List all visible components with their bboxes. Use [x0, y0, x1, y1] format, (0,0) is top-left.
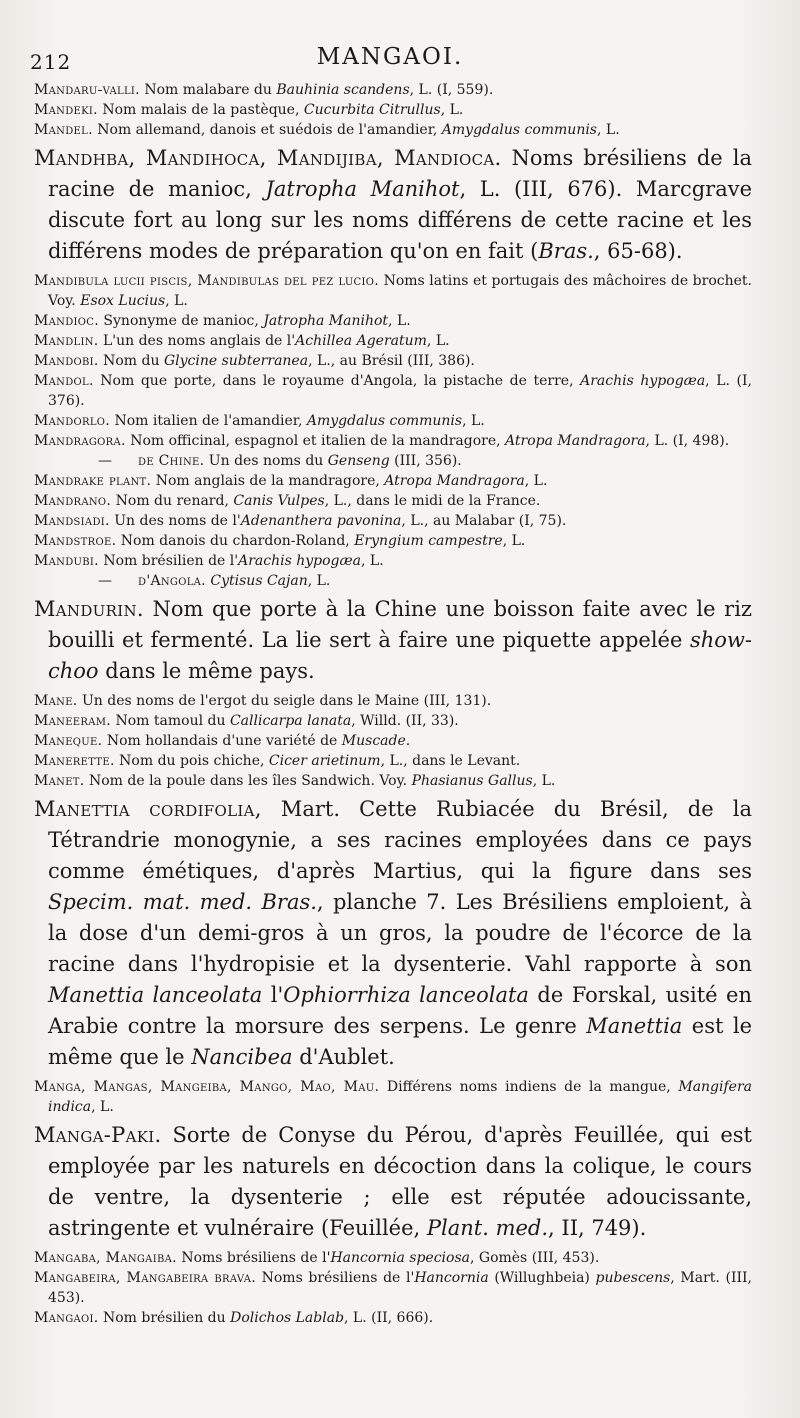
entry-text: Différens noms indiens de la mangue, — [379, 1079, 679, 1095]
entry-dash: — — [98, 453, 112, 469]
entry-text: Noms brésiliens de l' — [176, 1250, 331, 1266]
entry-headword: d'Angola. — [138, 573, 206, 589]
entry-text: , 65-68). — [593, 239, 683, 263]
entry-text: Nom allemand, danois et suédois de l'amandier, — [92, 122, 442, 138]
entry-text: , Mart. (III, 453). — [48, 1270, 752, 1306]
entry-text: . — [405, 733, 411, 749]
entry-italic: Glycine subterranea — [163, 353, 309, 369]
entry-text: Nom que porte à la Chine une boisson faite avec le riz bouilli et fermenté. La lie sert à faire une piquette appelée — [48, 597, 752, 652]
dictionary-entry — [34, 731, 752, 751]
entry-italic: Atropa Mandragora — [505, 433, 646, 449]
entry-italic: Manettia — [586, 1014, 683, 1038]
entry-text: dans le même pays. — [98, 659, 315, 683]
page-number: 212 — [30, 50, 72, 74]
entry-italic: Muscade — [341, 733, 406, 749]
dictionary-entry — [34, 751, 752, 771]
dictionary-entry — [34, 1268, 752, 1308]
entry-text: , L., dans le midi de la France. — [324, 493, 541, 509]
entry-text: de Forskal, usité en Arabie contre la morsure des serpens. Le genre — [48, 983, 752, 1038]
entry-text: Nom du pois chiche, — [114, 753, 269, 769]
entry-text: d'Aublet. — [292, 1045, 395, 1069]
entry-text: , L. — [502, 533, 526, 549]
dictionary-entries — [34, 80, 752, 1328]
dictionary-entry — [34, 1077, 752, 1117]
dictionary-entry — [34, 794, 752, 1073]
entry-text: Nom italien de l'amandier, — [110, 413, 307, 429]
entry-headword: Mandibula lucii piscis, Mandibulas del pez lucio. — [34, 273, 380, 289]
entry-headword: Mandragora. — [34, 433, 126, 449]
dictionary-entry — [34, 1120, 752, 1244]
entry-headword: Mandhba, Mandihoca, Mandijiba, Mandioca. — [34, 146, 502, 170]
entry-italic: pubescens — [595, 1270, 671, 1286]
entry-text: Nom brésilien du — [98, 1310, 231, 1326]
entry-text: , L. — [91, 1099, 114, 1115]
entry-dash: — — [98, 573, 112, 589]
dictionary-entry — [34, 411, 752, 431]
entry-text: Nom malabare du — [139, 82, 277, 98]
entry-italic: Callicarpa lanata — [229, 713, 352, 729]
entry-text: L'un des noms anglais de l' — [98, 333, 296, 349]
entry-headword: Manettia cordifolia, — [34, 797, 262, 821]
entry-headword: Mangabeira, Mangabeira brava. — [34, 1270, 256, 1286]
entry-text: Un des noms de l' — [109, 513, 241, 529]
entry-text: Un des noms du — [204, 453, 328, 469]
entry-text: Nom officinal, espagnol et italien de la mandragore, — [125, 433, 506, 449]
entry-text: , L. (II, 666). — [344, 1310, 434, 1326]
entry-headword: Mandstroe. — [34, 533, 117, 549]
dictionary-entry — [34, 771, 752, 791]
entry-text: , L. — [165, 293, 188, 309]
entry-text: Nom du renard, — [111, 493, 234, 509]
entry-text: , L. — [426, 333, 450, 349]
entry-text: Nom brésilien de l' — [98, 553, 239, 569]
dictionary-entry — [34, 271, 752, 311]
dictionary-entry — [34, 531, 752, 551]
entry-italic: Bras. — [538, 239, 594, 263]
entry-text: Un des noms de l'ergot du seigle dans le Maine (III, 131). — [77, 693, 492, 709]
entry-headword: Mandsiadi. — [34, 513, 110, 529]
entry-text: , L. — [361, 553, 384, 569]
entry-text: , L., au Malabar (I, 75). — [401, 513, 567, 529]
dictionary-entry — [34, 143, 752, 267]
entry-text: Nom hollandais d'une variété de — [102, 733, 342, 749]
dictionary-entry — [34, 1248, 752, 1268]
entry-headword: Manga, Mangas, Mangeiba, Mango, Mao, Mau. — [34, 1079, 380, 1095]
entry-text: , II, 749). — [548, 1216, 647, 1240]
entry-text: , L. (III, 676). Marcgrave discute fort au long sur les noms différens de cette racine et les différens modes de préparation qu'on en fait ( — [48, 177, 753, 263]
entry-headword: Mandurin. — [34, 597, 144, 621]
entry-text: est le même que le — [48, 1014, 752, 1069]
dictionary-entry — [34, 80, 752, 100]
entry-headword: Mane. — [34, 693, 78, 709]
entry-italic: Bauhinia scandens — [276, 82, 410, 98]
entry-headword: Mandobi. — [34, 353, 99, 369]
entry-italic: Amygdalus communis — [306, 413, 463, 429]
entry-text: Nom du — [98, 353, 164, 369]
entry-italic: Cucurbita Citrullus — [303, 102, 441, 118]
entry-text: , L. — [532, 773, 556, 789]
entry-text: Noms latins et portugais des mâchoires de brochet. Voy. — [48, 273, 752, 309]
entry-text: Mart. Cette Rubiacée du Brésil, de la Tétrandrie monogynie, a ses racines employées dans ce pays comme émétiques, d'après Martius, qui la figure dans ses — [48, 797, 753, 883]
entry-italic: Eryngium campestre — [354, 533, 503, 549]
entry-text: Nom danois du chardon-Roland, — [116, 533, 355, 549]
entry-text: , L., dans le Levant. — [380, 753, 521, 769]
entry-headword: Maneeram. — [34, 713, 112, 729]
entry-italic: Jatropha Manihot — [265, 177, 460, 201]
entry-italic: Amygdalus communis — [441, 122, 597, 138]
entry-italic: Cicer arietinum — [268, 753, 381, 769]
entry-italic: Mangifera indica — [48, 1079, 753, 1115]
entry-text: , L. — [440, 102, 464, 118]
entry-text: (III, 356). — [389, 453, 462, 469]
entry-headword: Mandol. — [34, 373, 94, 389]
running-title: MANGAOI. — [316, 44, 464, 70]
entry-italic: Specim. mat. med. Bras. — [48, 890, 317, 914]
entry-italic: Manettia lanceolata — [48, 983, 263, 1007]
entry-text: , L. — [307, 573, 331, 589]
dictionary-entry — [34, 431, 752, 451]
entry-text: , planche 7. Les Brésiliens emploient, à la dose d'un demi-gros à un gros, la poudre de l'écorce de la racine dans l'hydropisie et la dysenterie. Vahl rapporte à son — [48, 890, 752, 976]
dictionary-entry — [34, 691, 752, 711]
entry-italic: Hancornia — [414, 1270, 489, 1286]
entry-italic: Jatropha Manihot — [263, 313, 389, 329]
entry-text: Nom malais de la pastèque, — [97, 102, 304, 118]
dictionary-entry — [34, 491, 752, 511]
entry-text: , L. — [597, 122, 620, 138]
entry-text: Nom anglais de la mandragore, — [151, 473, 385, 489]
dictionary-entry — [34, 511, 752, 531]
entry-headword: Mangaba, Mangaiba. — [34, 1250, 177, 1266]
entry-text: , Willd. (II, 33). — [351, 713, 459, 729]
running-head — [30, 44, 750, 78]
entry-italic: Genseng — [327, 453, 390, 469]
dictionary-entry — [34, 371, 752, 411]
entry-text: Noms brésiliens de l' — [255, 1270, 415, 1286]
entry-italic: show-choo — [48, 628, 752, 683]
entry-text: , L. — [388, 313, 411, 329]
entry-italic: Ophiorrhiza lanceolata — [283, 983, 529, 1007]
entry-headword: Mandeki. — [34, 102, 98, 118]
entry-italic: Canis Vulpes — [233, 493, 325, 509]
entry-text: , L., au Brésil (III, 386). — [308, 353, 475, 369]
entry-text: , L. (I, 376). — [48, 373, 752, 409]
dictionary-entry — [34, 551, 752, 571]
entry-headword: Manga-Paki. — [34, 1123, 162, 1147]
entry-italic: Phasianus Gallus — [411, 773, 533, 789]
entry-italic: Achillea Ageratum — [295, 333, 427, 349]
entry-text: Nom de la poule dans les îles Sandwich. Voy. — [84, 773, 412, 789]
entry-headword: Mandubi. — [34, 553, 99, 569]
entry-headword: Mandaru-valli. — [34, 82, 140, 98]
dictionary-entry — [34, 594, 752, 687]
entry-text: Noms brésiliens de la racine de manioc, — [48, 146, 752, 201]
entry-headword: Manet. — [34, 773, 85, 789]
entry-text: Nom que porte, dans le royaume d'Angola, la pistache de terre, — [93, 373, 581, 389]
entry-headword: de Chine. — [138, 453, 205, 469]
entry-headword: Mandlin. — [34, 333, 99, 349]
dictionary-entry — [34, 120, 752, 140]
entry-text: Sorte de Conyse du Pérou, d'après Feuillée, qui est employée par les naturels en décoction dans la colique, le cours de ventre, la dysenterie ; elle est réputée adoucissante, astringente et vulnéraire (Feuillée, — [48, 1123, 752, 1240]
entry-headword: Mandorlo. — [34, 413, 111, 429]
entry-text: (Willughbeia) — [488, 1270, 596, 1286]
entry-italic: Arachis hypogæa — [580, 373, 706, 389]
entry-italic: Atropa Mandragora — [384, 473, 525, 489]
dictionary-entry — [34, 331, 752, 351]
entry-italic: Dolichos Lablab — [230, 1310, 345, 1326]
entry-text: Nom tamoul du — [111, 713, 230, 729]
dictionary-entry — [34, 311, 752, 331]
dictionary-entry — [34, 100, 752, 120]
entry-headword: Mandel. — [34, 122, 93, 138]
entry-italic: Hancornia speciosa — [330, 1250, 470, 1266]
entry-italic: Plant. med. — [426, 1216, 549, 1240]
entry-text: , L. (I, 559). — [409, 82, 494, 98]
dictionary-entry — [34, 711, 752, 731]
entry-text: Synonyme de manioc, — [98, 313, 264, 329]
entry-headword: Mandrake plant. — [34, 473, 152, 489]
entry-italic: Cytisus Cajan — [210, 573, 308, 589]
dictionary-entry — [34, 571, 752, 591]
entry-italic: Esox Lucius — [80, 293, 166, 309]
entry-text: , L. — [524, 473, 548, 489]
dictionary-entry — [34, 451, 752, 471]
entry-italic: Nancibea — [191, 1045, 293, 1069]
entry-text: l' — [262, 983, 284, 1007]
entry-headword: Mandrano. — [34, 493, 112, 509]
entry-headword: Mangaoi. — [34, 1310, 99, 1326]
entry-headword: Maneque. — [34, 733, 103, 749]
dictionary-entry — [34, 471, 752, 491]
dictionary-entry — [34, 351, 752, 371]
entry-text: , L. — [462, 413, 485, 429]
entry-italic: Arachis hypogæa — [238, 553, 361, 569]
entry-text: , L. (I, 498). — [645, 433, 730, 449]
entry-headword: Mandioc. — [34, 313, 99, 329]
dictionary-entry — [34, 1308, 752, 1328]
entry-headword: Manerette. — [34, 753, 115, 769]
entry-text: , Gomès (III, 453). — [469, 1250, 600, 1266]
entry-italic: Adenanthera pavonina — [240, 513, 402, 529]
